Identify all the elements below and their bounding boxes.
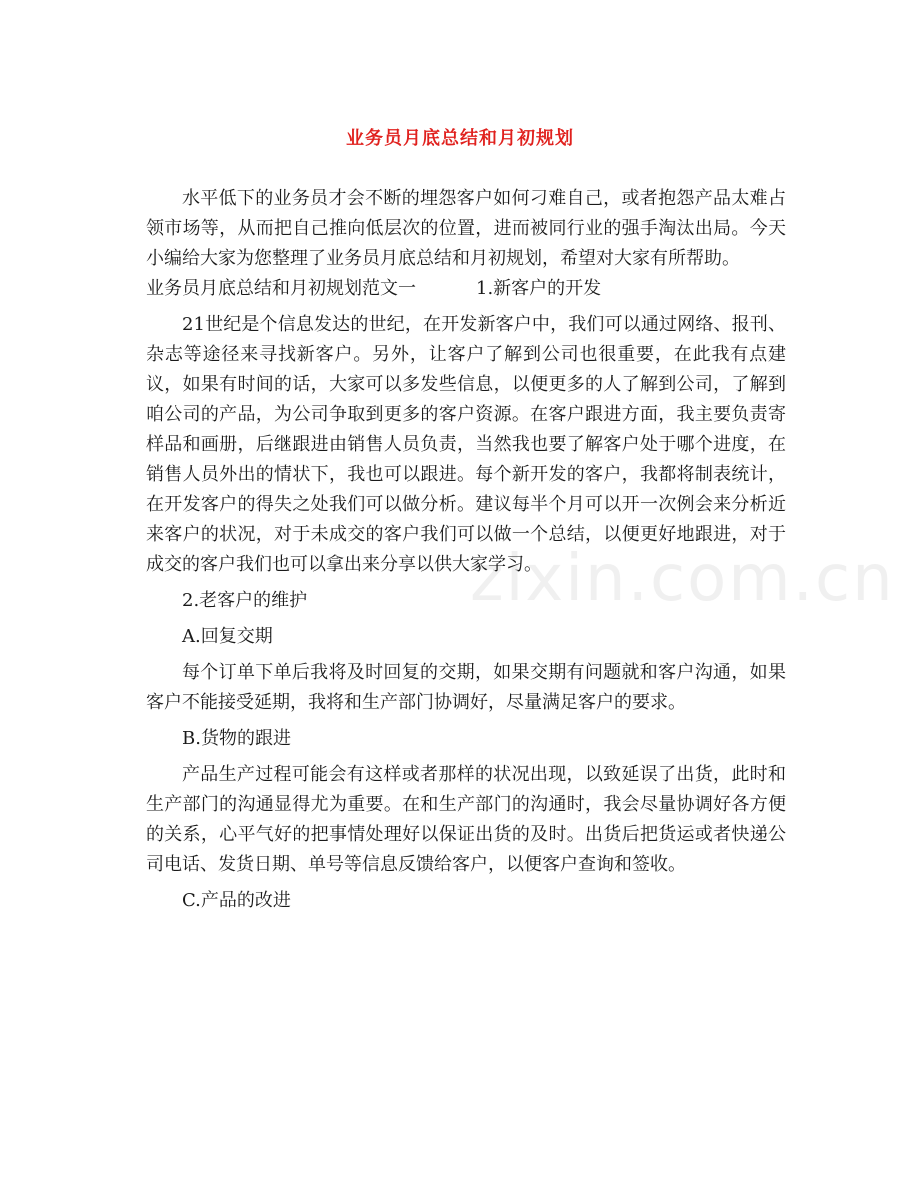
sub-a-body: 每个订单下单后我将及时回复的交期，如果交期有问题就和客户沟通，如果客户不能接受延期，我将和生产部门协调好，尽量满足客户的要求。 [146, 662, 786, 713]
section-heading-line [146, 274, 786, 304]
intro-paragraph: 水平低下的业务员才会不断的埋怨客户如何刁难自己，或者抱怨产品太难占领市场等，从而把自己推向低层次的位置，进而被同行业的强手淘汰出局。今天小编给大家为您整理了业务员月底总结和月初规划，希望对大家有所帮助。 [146, 188, 786, 269]
sub-b-title: B.货物的跟进 [182, 728, 291, 749]
section-1-body: 21世纪是个信息发达的世纪，在开发新客户中，我们可以通过网络、报刊、杂志等途径来寻找新客户。另外，让客户了解到公司也很重要，在此我有点建议，如果有时间的话，大家可以多发些信息，以便更多的人了解到公司，了解到咱公司的产品，为公司争取到更多的客户资源。在客户跟进方面，我主要负责寄样品和画册，后继跟进由销售人员负责，当然我也要了解客户处于哪个进度，在销售人员外出的情状下，我也可以跟进。每个新开发的客户，我都将制表统计，在开发客户的得失之处我们可以做分析。建议每半个月可以开一次例会来分析近来客户的状况，对于未成交的客户我们可以做一个总结，以便更好地跟进，对于成交的客户我们也可以拿出来分享以供大家学习。 [146, 314, 786, 575]
sub-b-body: 产品生产过程可能会有这样或者那样的状况出现，以致延误了出货，此时和生产部门的沟通显得尤为重要。在和生产部门的沟通时，我会尽量协调好各方便的关系，心平气好的把事情处理好以保证出货的及时。出货后把货运或者快递公司电话、发货日期、单号等信息反馈给客户，以便客户查询和签收。 [146, 764, 786, 875]
section-2-title: 2.老客户的维护 [182, 590, 308, 611]
section-1-title: 1.新客户的开发 [476, 278, 602, 299]
sub-c-title: C.产品的改进 [182, 890, 291, 911]
document-body [146, 184, 786, 916]
document-title: 业务员月底总结和月初规划 [346, 128, 574, 149]
sub-a-title: A.回复交期 [182, 626, 273, 647]
watermark: zixin.com.cn [470, 542, 895, 616]
section-label: 业务员月底总结和月初规划范文一 [146, 278, 416, 299]
